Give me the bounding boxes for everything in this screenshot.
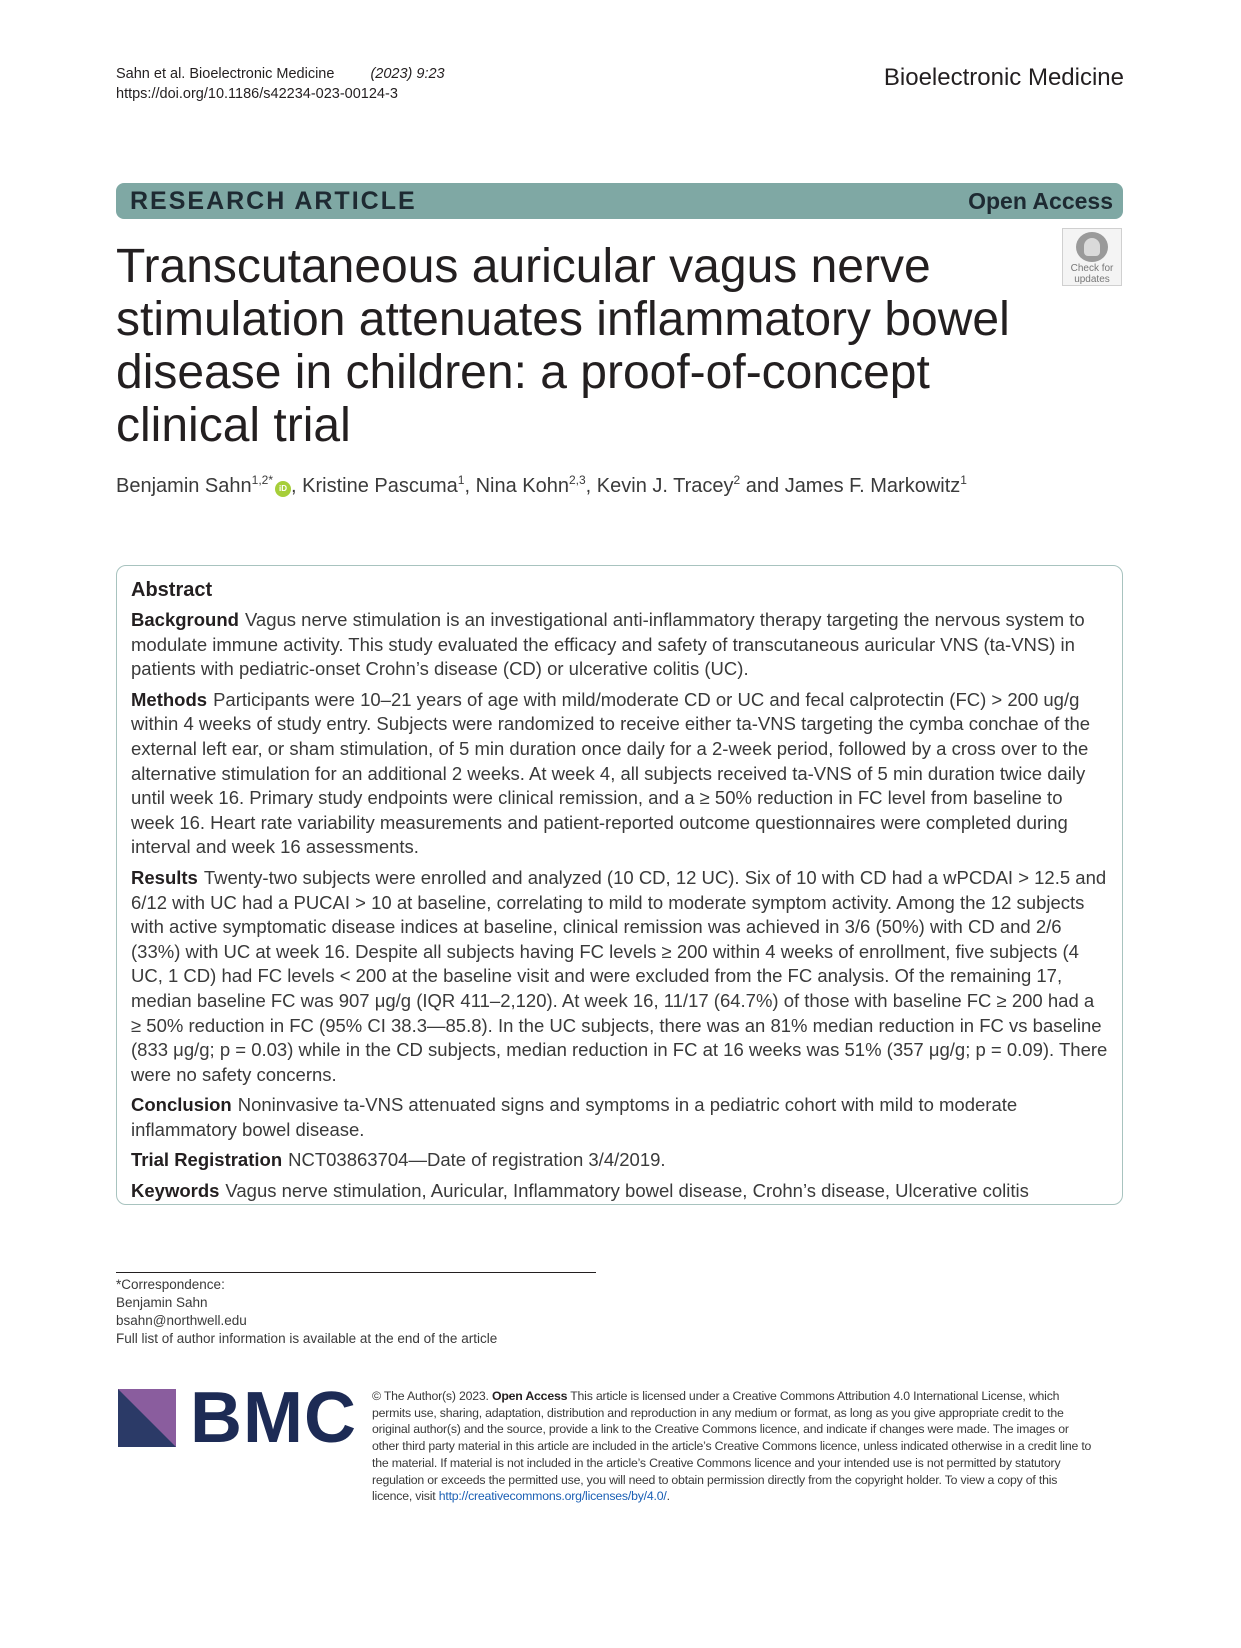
license-link[interactable]: http://creativecommons.org/licenses/by/4.0/	[438, 1489, 667, 1504]
citation-volume: (2023) 9:23	[370, 66, 445, 82]
section-heading: Conclusion	[131, 1094, 232, 1116]
orcid-icon[interactable]: iD	[275, 481, 291, 497]
section-heading: Methods	[131, 688, 208, 710]
check-updates-line2: updates	[1074, 274, 1110, 285]
author-list	[116, 473, 967, 498]
abstract-background	[131, 608, 1108, 682]
bmc-logo-mark-icon	[118, 1389, 176, 1447]
author-name[interactable]: Kevin J. Tracey	[596, 475, 734, 497]
copyright-text: © The Author(s) 2023.	[372, 1389, 489, 1403]
bmc-logo-text: BMC	[190, 1378, 357, 1458]
author-separator: ,	[291, 475, 303, 497]
citation-authors-journal: Sahn et al. Bioelectronic Medicine	[116, 66, 335, 82]
section-text: Participants were 10–21 years of age with mild/moderate CD or UC and fecal calprotectin (FC) > 200 ug/g within 4 weeks of study entry. Subjects were randomized to receive either ta-VNS targeting the cymba conchae of the external left ear, or sham stimulation, of 5 min duration once daily for a 2-week period, followed by a cross over to the alternative stimulation for an additional 2 weeks. At week 4, all subjects received ta-VNS of 5 min duration twice daily until week 16. Primary study endpoints were clinical remission, and a ≥ 50% reduction in FC level from baseline to week 16. Heart rate variability measurements and patient-reported outcome questionnaires were completed during interval and week 16 assessments.	[131, 688, 1091, 858]
author-name[interactable]: Benjamin Sahn	[116, 475, 252, 497]
doi-link[interactable]: https://doi.org/10.1186/s42234-023-00124-3	[116, 86, 398, 102]
author-info-note: Full list of author information is available at the end of the article	[116, 1331, 498, 1346]
correspondence-block	[116, 1276, 497, 1348]
abstract-heading: Abstract	[131, 579, 213, 601]
abstract-conclusion	[131, 1093, 1108, 1142]
article-title: Transcutaneous auricular vagus nerve stimulation attenuates inflammatory bowel disease in children: a proof-of-concept clinical trial	[116, 240, 1010, 452]
check-updates-line1: Check for	[1070, 263, 1114, 274]
correspondence-label: *Correspondence:	[116, 1277, 225, 1292]
author-name[interactable]: James F. Markowitz	[784, 475, 961, 497]
license-suffix: .	[666, 1489, 670, 1504]
section-text: Vagus nerve stimulation is an investigational anti-inflammatory therapy targeting the nervous system to modulate immune activity. This study evaluated the efficacy and safety of transcutaneous auricular VNS (ta-VNS) in patients with pediatric-onset Crohn’s disease (CD) or ulcerative colitis (UC).	[131, 609, 1085, 680]
section-heading: Results	[131, 866, 198, 888]
correspondence-email[interactable]: bsahn@northwell.edu	[116, 1313, 247, 1328]
running-header	[116, 64, 445, 104]
author-separator: and	[740, 475, 785, 497]
author-affiliation: 1,2*	[251, 473, 274, 487]
abstract-trial-registration	[131, 1148, 1108, 1173]
author-affiliation: 2,3	[568, 473, 586, 487]
author-affiliation: 1	[960, 473, 967, 487]
author-name[interactable]: Nina Kohn	[475, 475, 569, 497]
license-open-access: Open Access	[491, 1389, 568, 1403]
abstract-results	[131, 866, 1108, 1087]
journal-name: Bioelectronic Medicine	[883, 64, 1124, 91]
abstract-keywords	[131, 1179, 1108, 1204]
footnote-divider	[116, 1272, 596, 1273]
abstract-box	[116, 565, 1123, 1205]
author-separator: ,	[585, 475, 597, 497]
section-heading: Trial Registration	[131, 1149, 283, 1171]
section-text: Noninvasive ta-VNS attenuated signs and symptoms in a pediatric cohort with mild to moderate inflammatory bowel disease.	[131, 1094, 1018, 1140]
section-text: Twenty-two subjects were enrolled and analyzed (10 CD, 12 UC). Six of 10 with CD had a wPCDAI > 12.5 and 6/12 with UC had a PUCAI > 10 at baseline, correlating to mild to moderate symptom activity. Among the 12 subjects with active symptomatic disease indices at baseline, clinical remission was achieved in 3/6 (50%) with CD and 2/6 (33%) with UC at week 16. Despite all subjects having FC levels ≥ 200 within 4 weeks of enrollment, five subjects (4 UC, 1 CD) had FC levels < 200 at the baseline visit and were excluded from the FC analysis. Of the remaining 17, median baseline FC was 907 μg/g (IQR 411–2,120). At week 16, 11/17 (64.7%) of those with baseline FC ≥ 200 had a ≥ 50% reduction in FC (95% CI 38.3—85.8). In the UC subjects, there was an 81% median reduction in FC vs baseline (833 μg/g; p = 0.03) while in the CD subjects, median reduction in FC at 16 weeks was 51% (357 μg/g; p = 0.09). There were no safety concerns.	[131, 866, 1108, 1085]
author-separator: ,	[464, 475, 476, 497]
author-affiliation: 2	[733, 473, 741, 487]
citation-line	[116, 64, 445, 84]
section-text: Vagus nerve stimulation, Auricular, Inflammatory bowel disease, Crohn’s disease, Ulcerative colitis	[225, 1180, 1029, 1202]
open-access-label: Open Access	[968, 187, 1113, 214]
section-heading: Keywords	[131, 1180, 220, 1202]
license-text: This article is licensed under a Creative Commons Attribution 4.0 International License, which permits use, sharing, adaptation, distribution and reproduction in any medium or format, as long as you give appropriate credit to the original author(s) and the source, provide a link to the Creative Commons licence, and indicate if changes were made. The images or other third party material in this article are included in the article’s Creative Commons licence, unless indicated otherwise in a credit line to the material. If material is not included in the article’s Creative Commons licence and your intended use is not permitted by statutory regulation or exceeds the permitted use, you will need to obtain permission directly from the copyright holder. To view a copy of this licence, visit	[372, 1389, 1092, 1504]
article-type: RESEARCH ARTICLE	[130, 186, 417, 215]
author-name[interactable]: Kristine Pascuma	[302, 475, 458, 497]
correspondence-name: Benjamin Sahn	[116, 1295, 208, 1310]
abstract-methods	[131, 688, 1108, 860]
section-heading: Background	[131, 609, 239, 630]
bookmark-icon	[1076, 232, 1108, 262]
check-for-updates-label	[1071, 263, 1114, 285]
author-affiliation: 1	[457, 473, 465, 487]
article-type-banner	[116, 183, 1123, 219]
license-statement	[372, 1388, 1094, 1505]
section-text: NCT03863704—Date of registration 3/4/2019.	[288, 1149, 666, 1171]
bmc-logo[interactable]	[118, 1378, 357, 1458]
